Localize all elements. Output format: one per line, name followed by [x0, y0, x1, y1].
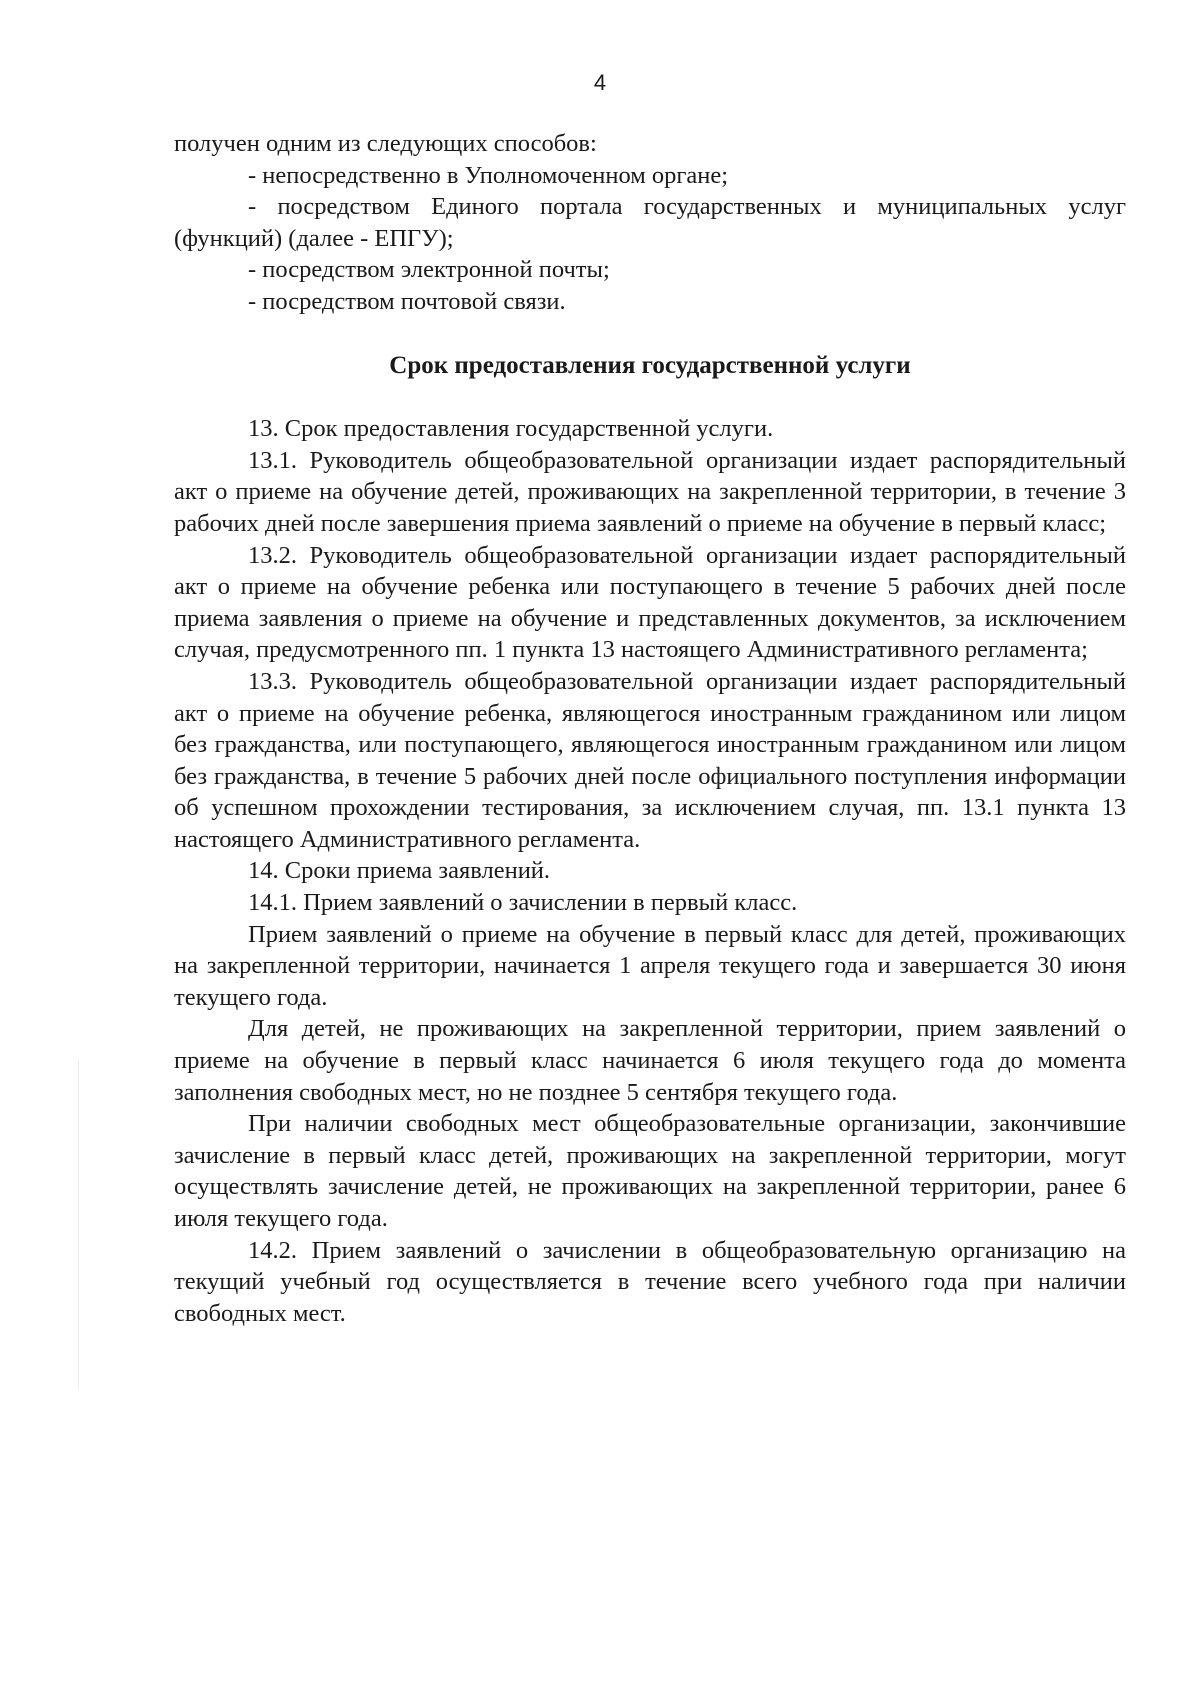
paragraph-free-places: При наличии свободных мест общеобразовательные организации, закончившие зачисление в первый класс детей, проживающих на закрепленной территории, могут осуществлять зачисление детей, не проживающих на закрепленной территории, ранее 6 июля текущего года. — [174, 1110, 1126, 1232]
section-heading: Срок предоставления государственной услуги — [389, 351, 911, 379]
list-item-epgu: - посредством Единого портала государственных и муниципальных услуг (функций) (далее - ЕПГУ); — [174, 193, 1126, 252]
paragraph-intro: получен одним из следующих способов: — [174, 130, 597, 157]
document-body — [174, 128, 1126, 1329]
paragraph-13-1: 13.1. Руководитель общеобразовательной организации издает распорядительный акт о приеме на обучение детей, проживающих на закрепленной территории, в течение 3 рабочих дней после завершения приема заявлений о приеме на обучение в первый класс; — [174, 446, 1126, 537]
scan-edge-mark — [78, 1060, 79, 1390]
paragraph-14-1: 14.1. Прием заявлений о зачислении в первый класс. — [248, 889, 798, 917]
page-number: 4 — [593, 70, 607, 95]
list-item-uploaded-directly: - непосредственно в Уполномоченном органе; — [248, 161, 729, 189]
paragraph-13: 13. Срок предоставления государственной услуги. — [248, 415, 774, 443]
paragraph-14-2: 14.2. Прием заявлений о зачислении в общеобразовательную организацию на текущий учебный год осуществляется в течение всего учебного года при наличии свободных мест. — [174, 1236, 1126, 1327]
paragraph-14: 14. Сроки приема заявлений. — [248, 857, 551, 885]
list-item-email: - посредством электронной почты; — [248, 256, 610, 284]
paragraph-13-3: 13.3. Руководитель общеобразовательной организации издает распорядительный акт о приеме на обучение ребенка, являющегося иностранным гражданином или лицом без гражданства, или поступающего, являющегося иностранным гражданином или лицом без гражданства, в течение 5 рабочих дней после официального поступления информации об успешном прохождении тестирования, за исключением случая, пп. 13.1 пункта 13 настоящего Административного регламента. — [174, 667, 1126, 853]
paragraph-first-class-nonresidents: Для детей, не проживающих на закрепленной территории, прием заявлений о приеме на обучение в первый класс начинается 6 июля текущего года до момента заполнения свободных мест, но не позднее 5 сентября текущего года. — [174, 1015, 1126, 1106]
paragraph-13-2: 13.2. Руководитель общеобразовательной организации издает распорядительный акт о приеме на обучение ребенка или поступающего в течение 5 рабочих дней после приема заявления о приеме на обучение и представленных документов, за исключением случая, предусмотренного пп. 1 пункта 13 настоящего Административного регламента; — [174, 541, 1126, 664]
list-item-postal: - посредством почтовой связи. — [248, 287, 566, 315]
paragraph-first-class-residents: Прием заявлений о приеме на обучение в первый класс для детей, проживающих на закрепленной территории, начинается 1 апреля текущего года и завершается 30 июня текущего года. — [174, 920, 1126, 1011]
